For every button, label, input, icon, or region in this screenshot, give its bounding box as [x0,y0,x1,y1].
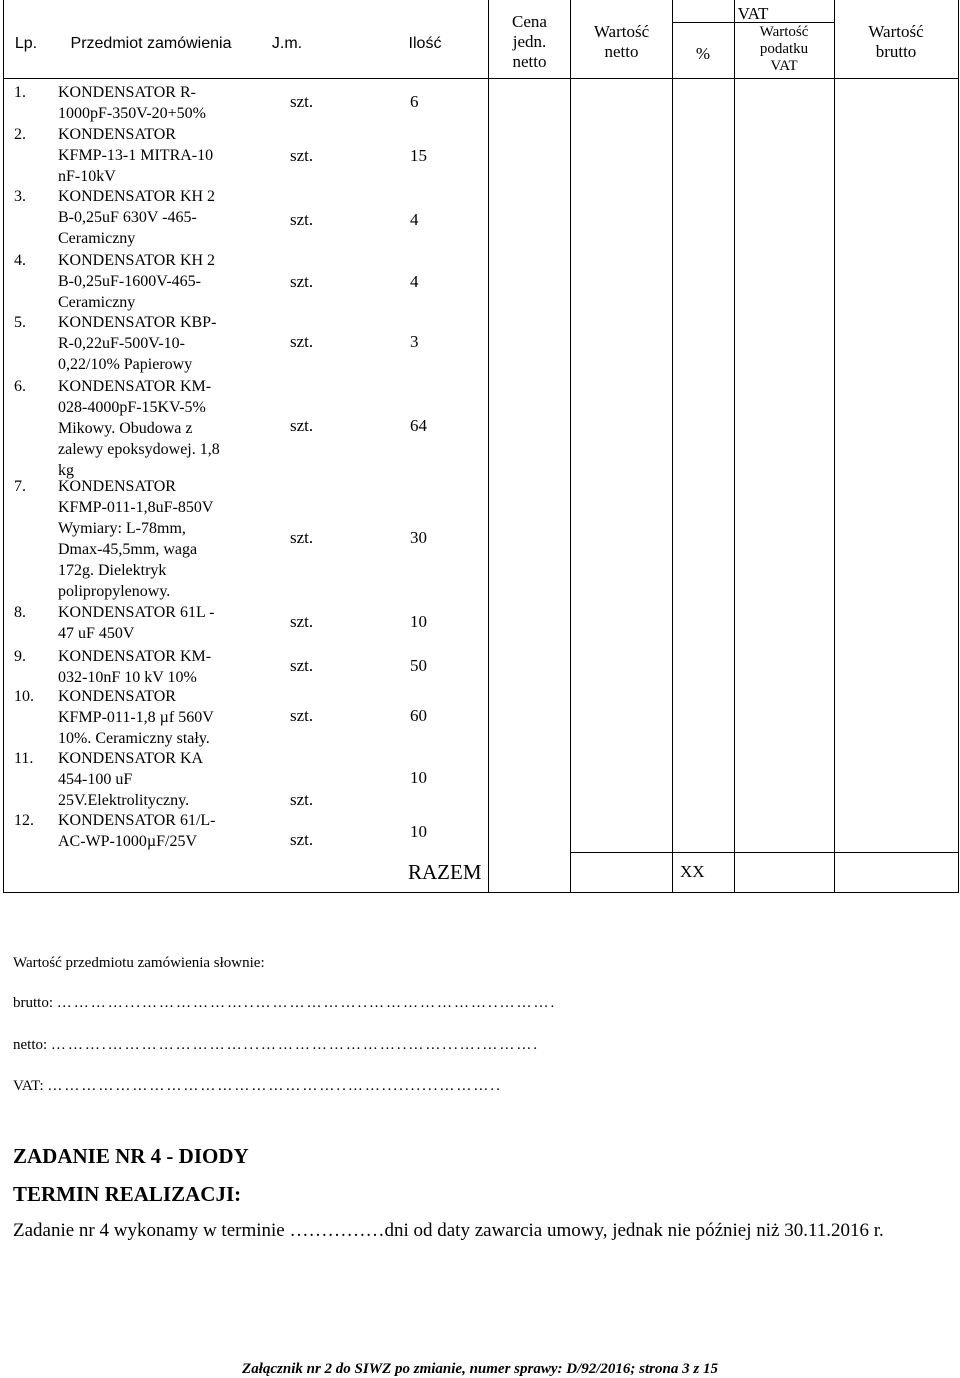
row-quantity: 60 [410,706,427,725]
row-quantity: 3 [410,332,419,351]
row-description [58,82,258,124]
row-number: 1. [14,84,26,101]
brutto-label: brutto: [13,995,53,1011]
row-description-line: 032-10nF 10 kV 10% [58,669,197,686]
row-description-line: R-0,22uF-500V-10- [58,335,185,352]
row-unit: szt. [290,528,314,547]
vat-label: VAT: [13,1078,44,1094]
row-description-line: KONDENSATOR KM- [58,648,212,665]
row-description-line: Dmax-45,5mm, waga [58,541,198,558]
header-vatval-line2: podatku [759,41,809,57]
row-description-line: KONDENSATOR KM- [58,378,212,395]
row-description-line: B-0,25uF-1600V-465- [58,273,201,290]
razem-divider [570,852,958,853]
row-description-line: 172g. Dielektryk [58,562,167,579]
row-description-line: KONDENSATOR 61/L- [58,812,216,829]
row-description-line: KONDENSATOR KBP- [58,314,217,331]
row-description-line: KFMP-011-1,8 µf 560V [58,709,214,726]
row-description-line: Ceramiczny [58,230,136,247]
row-number: 6. [14,378,26,395]
row-description [58,810,258,852]
row-description-line: AC-WP-1000µF/25V [58,833,197,850]
row-quantity: 50 [410,656,427,675]
col-divider-vatval [734,0,735,892]
row-description-line: 454-100 uF [58,771,133,788]
col-divider-price [488,0,489,892]
row-description-line: KONDENSATOR [58,688,176,705]
row-description-line: 028-4000pF-15KV-5% [58,399,206,416]
razem-label: RAZEM [408,860,482,884]
row-description-line: KFMP-13-1 MITRA-10 [58,147,214,164]
header-item: Przedmiot zamówienia [70,35,232,52]
header-vatval-line3: VAT [770,58,798,74]
row-quantity: 6 [410,92,419,111]
row-unit: szt. [290,146,314,165]
row-description [58,250,258,313]
row-number: 11. [14,750,34,767]
razem-xx: XX [680,862,705,881]
header-net-line1: Wartość [593,22,650,41]
row-description-line: Mikowy. Obudowa z [58,420,193,437]
term-text: Zadanie nr 4 wykonamy w terminie ……………dni od daty zawarcia umowy, jednak nie później niż 30.11.2016 r. [13,1220,884,1241]
row-description-line: 47 uF 450V [58,625,135,642]
row-quantity: 10 [410,768,427,787]
row-description [58,312,258,375]
row-number: 9. [14,648,26,665]
row-description [58,376,258,481]
row-description-line: B-0,25uF 630V -465- [58,209,197,226]
netto-line [13,1036,539,1054]
row-number: 4. [14,252,26,269]
row-number: 10. [14,688,34,705]
row-unit: szt. [290,92,314,111]
header-lp: Lp. [14,35,38,52]
header-vatval-line1: Wartość [759,24,809,40]
row-description [58,646,258,688]
row-description-line: KONDENSATOR [58,126,176,143]
row-quantity: 30 [410,528,427,547]
header-vat-group: VAT [737,4,769,23]
row-description-line: KONDENSATOR KA [58,750,204,767]
row-unit: szt. [290,416,314,435]
row-description-line: kg [58,462,74,479]
row-description [58,602,258,644]
col-divider-net [570,0,571,892]
row-description-line: KONDENSATOR 61L - [58,604,215,621]
row-description-line: nF-10kV [58,168,116,185]
row-description-line: 1000pF-350V-20+50% [58,105,206,122]
netto-dots: ……….……………………...……………………..……...….………. [50,1037,540,1053]
col-divider-pct [672,0,673,892]
header-price-line2: jedn. [512,32,547,51]
header-vat-value [734,24,834,75]
row-description [58,186,258,249]
header-gross-line2: brutto [875,42,917,61]
header-net-line2: netto [604,42,639,61]
row-quantity: 10 [410,612,427,631]
header-unit: J.m. [271,35,303,52]
row-quantity: 4 [410,210,419,229]
row-description-line: Ceramiczny [58,294,136,311]
row-unit: szt. [290,332,314,351]
vat-dots: ……………………………………………..……..........……….. [47,1078,502,1094]
row-description [58,124,258,187]
row-unit: szt. [290,790,314,809]
value-words-heading: Wartość przedmiotu zamówienia słownie: [13,955,265,971]
row-number: 3. [14,188,26,205]
row-unit: szt. [290,272,314,291]
row-description-line: KONDENSATOR KH 2 [58,188,216,205]
brutto-dots: …………...………………..………………..…………………..………. [56,995,557,1011]
row-description [58,686,258,749]
row-unit: szt. [290,830,314,849]
header-qty: Ilość [408,35,442,52]
row-quantity: 15 [410,146,427,165]
row-description [58,476,258,602]
row-number: 8. [14,604,26,621]
task-title: ZADANIE NR 4 - DIODY [13,1144,249,1168]
page-footer: Załącznik nr 2 do SIWZ po zmianie, numer sprawy: D/92/2016; strona 3 z 15 [242,1361,718,1377]
header-net-value [571,22,672,62]
brutto-line [13,994,556,1012]
header-price-line3: netto [512,52,547,71]
header-price-line1: Cena [512,12,547,31]
row-description-line: 10%. Ceramiczny stały. [58,730,210,747]
row-quantity: 10 [410,822,427,841]
header-price [489,12,570,72]
row-number: 5. [14,314,26,331]
row-description-line: Wymiary: L-78mm, [58,520,186,537]
row-description-line: polipropylenowy. [58,583,171,600]
term-title: TERMIN REALIZACJI: [13,1182,242,1206]
header-divider [3,78,958,79]
col-divider-gross [834,0,835,892]
netto-label: netto: [13,1037,48,1053]
row-description-line: KFMP-011-1,8uF-850V [58,499,214,516]
row-unit: szt. [290,612,314,631]
row-number: 7. [14,478,26,495]
row-description-line: 0,22/10% Papierowy [58,356,193,373]
row-quantity: 64 [410,416,427,435]
row-unit: szt. [290,210,314,229]
row-description [58,748,258,811]
row-description-line: KONDENSATOR KH 2 [58,252,216,269]
row-description-line: 25V.Elektrolityczny. [58,792,190,809]
row-description-line: KONDENSATOR R- [58,84,196,101]
row-unit: szt. [290,706,314,725]
row-number: 12. [14,812,34,829]
header-gross-line1: Wartość [868,22,924,41]
row-quantity: 4 [410,272,419,291]
row-number: 2. [14,126,26,143]
row-unit: szt. [290,656,314,675]
row-description-line: zalewy epoksydowej. 1,8 [58,441,220,458]
row-description-line: KONDENSATOR [58,478,176,495]
header-gross-value [835,22,957,62]
header-vat-pct: % [695,44,711,63]
vat-line [13,1077,502,1095]
